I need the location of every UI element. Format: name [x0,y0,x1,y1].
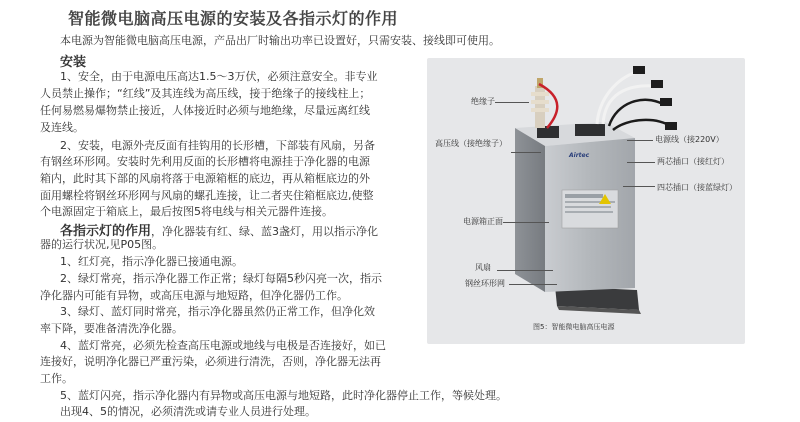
indicator-line: 净化器内可能有异物，或高压电源与地短路，但净化器仍工作。 [40,289,348,302]
leader-line [627,140,653,141]
intro-text: 本电源为智能微电脑高压电源，产品出厂时输出功率已设置好，只需安装、接线即可使用。 [60,34,500,47]
page-title: 智能微电脑高压电源的安装及各指示灯的作用 [68,9,399,28]
install-para1-line: 人员禁止操作；“红线”及其连线为高压线，接于绝缘子的接线柱上； [40,87,371,100]
label-hv-line: 高压线（接绝缘子） [435,139,507,148]
install-para1-line: 1、安全，由于电源电压高达1.5～3万伏，必须注意安全。非专业 [60,70,378,83]
install-para2-line: 面用螺栓将钢丝环形网与风扇的螺孔连接，让二者夹住箱框底边,使整 [40,189,374,202]
leader-line [497,270,553,271]
label-front: 电源箱正面 [463,217,503,226]
indicator-line: 连接好，说明净化器已严重污染，必须进行清洗，否则，净化器无法再 [40,355,381,368]
label-fan: 风扇 [475,263,491,272]
indicator-line: 工作。 [40,372,73,385]
indicator-line: 率下降，要准备清洗净化器。 [40,322,183,335]
indicator-line: 3、绿灯、蓝灯同时常亮，指示净化器虽然仍正常工作，但净化效 [60,305,375,318]
install-para2-line: 有钢丝环形网。安装时先利用反面的长形槽将电源挂于净化器的电源 [40,155,370,168]
indicator-line: 器的运行状况,见P05图。 [40,238,164,251]
label-power-line: 电源线（接220V） [655,135,724,144]
label-two-pin: 两芯插口（接红灯） [657,157,729,166]
indicator-line: 2、绿灯常亮，指示净化器工作正常；绿灯每隔5秒闪亮一次，指示 [60,272,382,285]
install-para2-line: 箱内，此时其下部的风扇将落于电源箱框的底边，再从箱框底边的外 [40,172,370,185]
install-para1-line: 及连线。 [40,121,84,134]
signal-wire-black [613,120,673,130]
install-heading: 安装 [60,55,87,70]
leader-line [503,222,549,223]
leader-line [627,162,655,163]
plug-icon [651,80,663,88]
plug-icon [633,66,645,74]
indicators-heading-title: 各指示灯的作用 [60,224,152,239]
install-para1-line: 任何易燃易爆物禁止接近，人体接近时必须与地绝缘，尽量远离红线 [40,104,370,117]
power-supply-figure [427,58,745,344]
plug-icon [660,98,672,106]
module-b [575,124,605,136]
leader-line [495,102,529,103]
indicator-line: 5、蓝灯闪亮，指示净化器内有异物或高压电源与地短路，此时净化器停止工作，等候处理。 [60,389,507,402]
label-insulator: 绝缘子 [471,97,495,106]
figure-caption: 图5：智能微电脑高压电源 [533,323,615,331]
indicator-line: 4、蓝灯常亮，必须先检查高压电源或地线与电极是否连接好，如已 [60,339,386,352]
leader-line [623,186,655,187]
indicator-line: 出现4、5的情况，必须清洗或请专业人员进行处理。 [60,405,316,418]
power-wire-black [609,100,663,126]
brand-logo: Airtec [569,152,590,159]
label-four-pin: 四芯插口（接蓝绿灯） [657,183,737,192]
leader-line [509,284,557,285]
label-mesh: 钢丝环形网 [465,279,505,288]
install-para2-line: 2、安装，电源外壳反面有挂钩用的长形槽，下部装有风扇，另备 [60,139,375,152]
leader-line [511,152,541,153]
plug-icon [665,122,677,130]
indicators-heading-rest: ，净化器装有红、绿、蓝3盏灯，用以指示净化 [151,225,379,238]
install-para2-line: 个电源固定于箱底上，最后按图5将电线与相关元器件连接。 [40,205,333,218]
indicator-line: 1、红灯亮，指示净化器已接通电源。 [60,255,243,268]
